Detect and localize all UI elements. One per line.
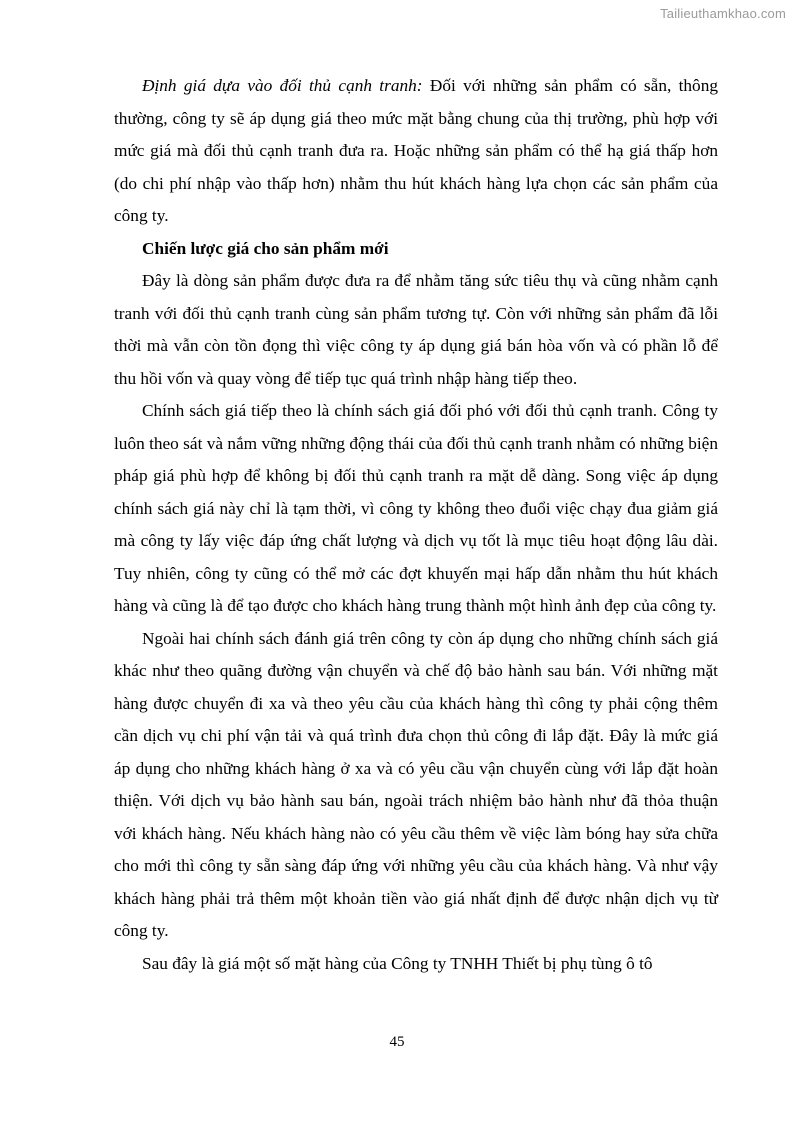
paragraph-competitor-response: Chính sách giá tiếp theo là chính sách giá đối phó với đối thủ cạnh tranh. Công ty luôn theo sát và nắm vững những động thái của đối thủ cạnh tranh nhằm có những biện pháp giá phù hợp để không bị đối thủ cạnh tranh ra mặt dễ dàng. Song việc áp dụng chính sách giá này chỉ là tạm thời, vì công ty không theo đuổi việc chạy đua giảm giá mà công ty lấy việc đáp ứng chất lượng và dịch vụ tốt là mục tiêu hoạt động lâu dài. Tuy nhiên, công ty cũng có thể mở các đợt khuyến mại hấp dẫn nhằm thu hút khách hàng và cũng là để tạo được cho khách hàng trung thành một hình ảnh đẹp của công ty. (114, 401, 718, 615)
paragraph-text: Đối với những sản phẩm có sẵn, thông thường, công ty sẽ áp dụng giá theo mức mặt bằng chung của thị trường, phù hợp với mức giá mà đối thủ cạnh tranh đưa ra. Hoặc những sản phẩm có thể hạ giá thấp hơn (do chi phí nhập vào thấp hơn) nhằm thu hút khách hàng lựa chọn các sản phẩm của công ty. (114, 76, 718, 225)
italic-lead-phrase: Định giá dựa vào đối thủ cạnh tranh: (142, 76, 423, 95)
paragraph-price-intro: Sau đây là giá một số mặt hàng của Công ty TNHH Thiết bị phụ tùng ô tô (142, 953, 653, 973)
paragraph-new-product: Đây là dòng sản phẩm được đưa ra để nhằm tăng sức tiêu thụ và cũng nhằm cạnh tranh với đối thủ cạnh tranh cùng sản phẩm tương tự. Còn với những sản phẩm đã lỗi thời mà vẫn còn tồn đọng thì việc công ty áp dụng giá bán hòa vốn và có phần lỗ để thu hồi vốn và quay vòng để tiếp tục quá trình nhập hàng tiếp theo. (114, 271, 718, 388)
watermark-text: Tailieuthamkhao.com (660, 6, 786, 21)
document-body (114, 70, 718, 980)
paragraph-other-policies: Ngoài hai chính sách đánh giá trên công ty còn áp dụng cho những chính sách giá khác như theo quãng đường vận chuyển và chế độ bảo hành sau bán. Với những mặt hàng được chuyển đi xa và theo yêu cầu của khách hàng thì công ty phải cộng thêm cần dịch vụ chi phí vận tải và quá trình đưa chọn thủ công đi lắp đặt. Đây là mức giá áp dụng cho những khách hàng ở xa và có yêu cầu vận chuyển cùng với lắp đặt hoàn thiện. Với dịch vụ bảo hành sau bán, ngoài trách nhiệm bảo hành như đã thỏa thuận với khách hàng. Nếu khách hàng nào có yêu cầu thêm về việc làm bóng hay sửa chữa cho mới thì công ty sẵn sàng đáp ứng với những yêu cầu của khách hàng. Và như vậy khách hàng phải trả thêm một khoản tiền vào giá nhất định để được nhận dịch vụ từ công ty. (114, 628, 718, 940)
paragraph-competitor-pricing (114, 70, 718, 233)
page-number: 45 (389, 1034, 405, 1050)
section-heading: Chiến lược giá cho sản phẩm mới (142, 238, 389, 258)
